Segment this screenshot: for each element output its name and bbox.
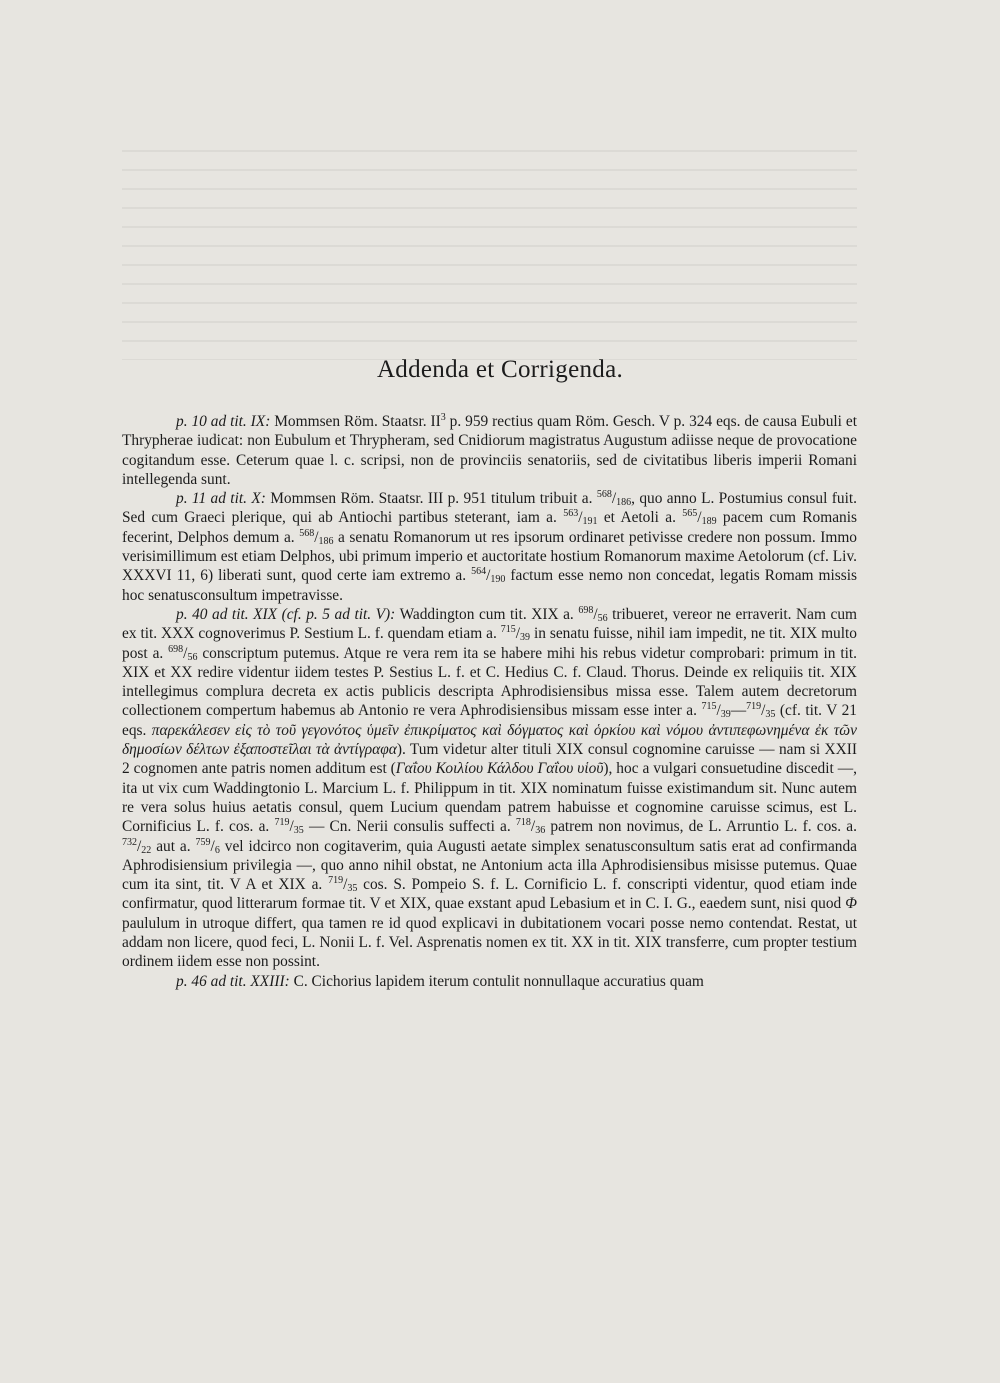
paragraph-text: Mommsen Röm. Staatsr. $II^3$ p. 959 rectius quam Röm. Gesch. V p. 324 eqs. de causa Eubuli et Thrypherae iudicat: non Eubulum et Thrypheram, sed Cnidiorum magistratus Augustum adiisse neque de provocatione cogitandum esse. Ceterum quae l. c. scripsi, non de provinciis senatoriis, sed de civitatibus liberis imperii Romani intellegenda sunt. xyxy=(122,412,857,488)
paragraph-reference: p. 46 ad tit. XXIII: xyxy=(176,972,290,990)
paragraph-p46 xyxy=(122,972,857,991)
paragraph-p11 xyxy=(122,489,857,605)
paragraph-text: C. Cichorius lapidem iterum contulit nonnullaque accuratius quam xyxy=(293,972,704,990)
paragraph-text: Mommsen Röm. Staatsr. III p. 951 titulum tribuit a. $^{568}/_{186}$, quo anno L. Postumius consul fuit. Sed cum Graeci plerique, qui ab Antiochi partibus steterant, iam a. $^{563}/_{191}$ et Aetoli a. $^{565}/_{189}$ pacem cum Romanis fecerint, Delphos demum a. $^{568}/_{186}$ a senatu Romanorum ut res ipsorum ordinaret petivisse credere non possum. Immo verisimillimum est etiam Delphos, ubi primum imperio et auctoritate hostium Romanorum maxime Aetolorum (cf. Liv. XXXVI 11, 6) liberati sunt, quod certe iam extremo a. $^{564}/_{190}$ factum esse nemo non concedat, legatis Romam missis hoc senatusconsultum impetravisse. xyxy=(122,489,858,604)
paragraph-reference: p. 40 ad tit. XIX (cf. p. 5 ad tit. V): xyxy=(176,605,396,623)
paragraph-reference: p. 11 ad tit. X: xyxy=(176,490,266,508)
bleed-through-shadow xyxy=(122,150,857,360)
paragraph-text: Waddington cum tit. XIX a. $^{698}/_{56}$ tribueret, vereor ne erraverit. Nam cum ex tit. XXX cognoverimus P. Sestium L. f. quendam etiam a. $^{715}/_{39}$ in senatu fuisse, nihil iam impedit, ne tit. XIX multo post a. $^{698}/_{56}$ conscriptum putemus. Atque re vera rem ita se habere mihi his rebus videtur comprobari: primum in tit. XIX et XX redire videntur iidem testes P. Sestius L. f. et C. Hedius C. f. Claud. Thorus. Deinde ex reliquiis tit. XIX intellegimus complura decreta ex actis publicis descripta Aphrodisiensibus missa esse. Talem autem decretorum collectionem compertum habemus ab Antonio re vera Aphrodisiensibus missam esse inter a. $^{715}/_{39}—^{719}/_{35}$ (cf. tit. V 21 eqs. παρεκάλεσεν εἰς τὸ τοῦ γεγονότος ὑμεῖν ἐπικρίματος καὶ δόγματος καὶ ὁρκίου καὶ νόμου ἀντιπεφωνημένα ἐκ τῶν δημοσίων δέλτων ἐξαποστεῖλαι τὰ ἀντίγραφα). Tum videtur alter tituli XIX consul cognomine caruisse — nam si XXII 2 cognomen ante patris nomen additum est (Γαΐου Κοιλίου Κάλδου Γαΐου υἱοῦ), hoc a vulgari consuetudine discedit —, ita ut vix cum Waddingtonio L. Marcium L. f. Philippum in tit. XIX nominatum fuisse existimandum sit. Nunc autem re vera solus huius aetatis consul, quem Lucium quendam patrem habuisse et cognomine caruisse scimus, est L. Cornificius L. f. cos. a. $^{719}/_{35}$ — Cn. Nerii consulis suffecti a. $^{718}/_{36}$ patrem non novimus, de L. Arruntio L. f. cos. a. $^{732}/_{22}$ aut a. $^{759}/_6$ vel idcirco non cogitaverim, quia Augusti aetate simplex senatusconsultum satis erat ad confirmanda Aphrodisiensium privilegia —, quo anno nihil obstat, ne Antonium acta illa Aphrodisiensibus misisse putemus. Quae cum ita sint, tit. V A et XIX a. $^{719}/_{35}$ cos. S. Pompeio S. f. L. Cornificio L. f. conscripti videntur, quod etiam inde confirmatur, quod litterarum formae tit. V et XIX, quae exstant apud Lebasium et in C. I. G., eaedem sunt, nisi quod Φ paululum in utroque differt, qua tamen re id quod explicavi in dubitationem vocari posse nemo contendat. Restat, ut addam non licere, quod feci, L. Nonii L. f. Vel. Asprenatis nomen ex tit. XX in tit. XIX transferre, cum propter testium ordinem iidem esse non possint. xyxy=(122,604,858,971)
document-body xyxy=(122,412,857,991)
paragraph-p40 xyxy=(122,605,857,972)
paragraph-p10 xyxy=(122,412,857,489)
page-title: Addenda et Corrigenda. xyxy=(376,356,624,383)
paragraph-reference: p. 10 ad tit. IX: xyxy=(176,413,271,430)
